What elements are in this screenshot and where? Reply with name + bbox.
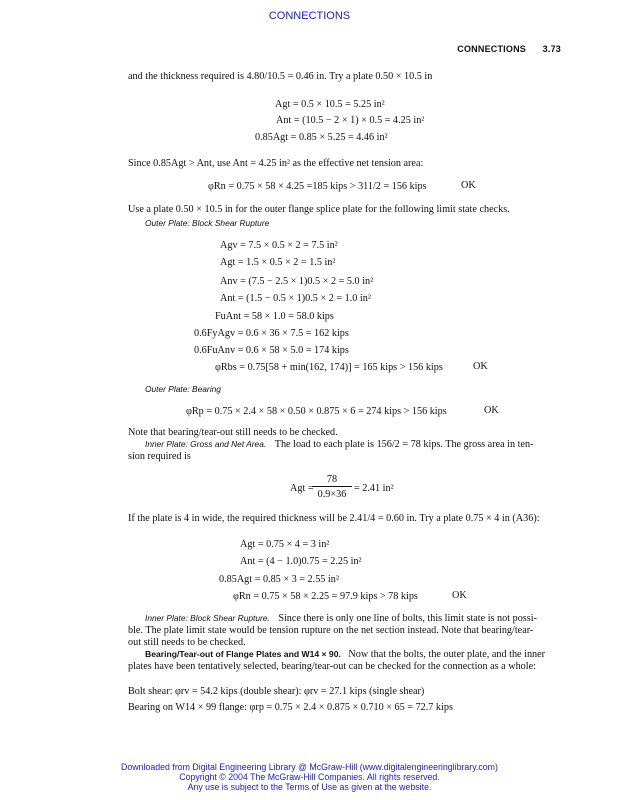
bearing-text-1: Now that the bolts, the outer plate, and the inner [348, 649, 546, 660]
fraction-lhs: Agt = [290, 483, 314, 494]
inner-gross-text-2: sion required is [128, 451, 191, 462]
inner-block-text-3: out still needs to be checked. [128, 637, 246, 648]
use-plate-line: Use a plate 0.50 × 10.5 in for the outer flange splice plate for the following limit state checks. [128, 204, 510, 215]
equation-agt-3: Agt = 0.75 × 4 = 3 in² [240, 539, 330, 550]
heading-inner-gross-net: Inner Plate: Gross and Net Area. [145, 439, 267, 449]
running-header [457, 44, 561, 54]
top-link-connections[interactable]: CONNECTIONS [268, 10, 351, 22]
bolt-shear-line: Bolt shear: φrv = 54.2 kips (double shear): φrv = 27.1 kips (single shear) [128, 686, 425, 697]
footer-download-link[interactable]: Downloaded from Digital Engineering Library @ McGraw-Hill (www.digitalengineeringlibrary.com) [121, 762, 498, 772]
equation-agv: Agv = 7.5 × 0.5 × 2 = 7.5 in² [220, 240, 338, 251]
since-line: Since 0.85Agt > Ant, use Ant = 4.25 in² as the effective net tension area: [128, 158, 424, 169]
bearing-w14-line: Bearing on W14 × 99 flange: φrp = 0.75 × 2.4 × 0.875 × 0.710 × 65 = 72.7 kips [128, 702, 453, 713]
footer-copyright: Copyright © 2004 The McGraw-Hill Companies. All rights reserved. [179, 772, 440, 782]
equation-phirbs: φRbs = 0.75[58 + min(162, 174)] = 165 kips > 156 kips [215, 362, 443, 373]
heading-outer-bearing: Outer Plate: Bearing [145, 384, 221, 394]
running-head-title: CONNECTIONS [457, 44, 526, 54]
equation-085agt: 0.85Agt = 0.85 × 5.25 = 4.46 in² [255, 132, 388, 143]
equation-fuant: FuAnt = 58 × 1.0 = 58.0 kips [215, 311, 334, 322]
page-number: 3.73 [542, 44, 561, 54]
equation-ant-2: Ant = (1.5 − 0.5 × 1)0.5 × 2 = 1.0 in² [220, 293, 371, 304]
ok-label-2: OK [473, 361, 488, 372]
ok-label-3: OK [484, 405, 499, 416]
note-bearing: Note that bearing/tear-out still needs to be checked. [128, 427, 338, 438]
inner-gross-text-1: The load to each plate is 156/2 = 78 kips. The gross area in ten- [274, 439, 534, 450]
equation-085agt-3: 0.85Agt = 0.85 × 3 = 2.55 in² [219, 574, 339, 585]
equation-ant-3: Ant = (4 − 1.0)0.75 = 2.25 in² [240, 556, 362, 567]
equation-06fuanv: 0.6FuAnv = 0.6 × 58 × 5.0 = 174 kips [194, 345, 349, 356]
inner-gross-net-paragraph [145, 438, 534, 451]
equation-phirn-outer: φRn = 0.75 × 58 × 4.25 =185 kips > 311/2 = 156 kips [208, 181, 427, 192]
equation-agt: Agt = 0.5 × 10.5 = 5.25 in² [275, 99, 385, 110]
heading-inner-block-shear: Inner Plate: Block Shear Rupture. [145, 613, 270, 623]
ok-label: OK [461, 180, 476, 191]
inner-block-text-2: ble. The plate limit state would be tension rupture on the net section instead. Note that bearing/tear- [128, 625, 534, 636]
footer-terms-link[interactable]: Any use is subject to the Terms of Use as given at the website. [187, 782, 432, 792]
bearing-text-2: plates have been tentatively selected, bearing/tear-out can be checked for the connection as a whole: [128, 661, 536, 672]
heading-outer-block-shear: Outer Plate: Block Shear Rupture [145, 218, 270, 228]
equation-phirn-inner: φRn = 0.75 × 58 × 2.25 = 97.9 kips > 78 kips [233, 591, 418, 602]
intro-line: and the thickness required is 4.80/10.5 = 0.46 in. Try a plate 0.50 × 10.5 in [128, 71, 433, 82]
fraction [312, 474, 352, 500]
heading-bearing-tearout: Bearing/Tear-out of Flange Plates and W14 × 90. [145, 649, 341, 659]
inner-block-text-1: Since there is only one line of bolts, this limit state is not possi- [278, 613, 537, 624]
if-plate-line: If the plate is 4 in wide, the required thickness will be 2.41/4 = 0.60 in. Try a plate 0.75 × 4 in (A36): [128, 513, 540, 524]
equation-anv: Anv = (7.5 − 2.5 × 1)0.5 × 2 = 5.0 in² [220, 276, 374, 287]
fraction-rhs: = 2.41 in² [354, 483, 394, 494]
fraction-denominator: 0.9×36 [317, 489, 347, 500]
fraction-numerator: 78 [312, 474, 352, 487]
equation-ant: Ant = (10.5 − 2 × 1) × 0.5 = 4.25 in² [276, 115, 425, 126]
ok-label-4: OK [452, 590, 467, 601]
equation-phirp: φRp = 0.75 × 2.4 × 58 × 0.50 × 0.875 × 6 = 274 kips > 156 kips [186, 406, 447, 417]
equation-agt-2: Agt = 1.5 × 0.5 × 2 = 1.5 in² [220, 257, 336, 268]
equation-06fyagv: 0.6FyAgv = 0.6 × 36 × 7.5 = 162 kips [194, 328, 349, 339]
